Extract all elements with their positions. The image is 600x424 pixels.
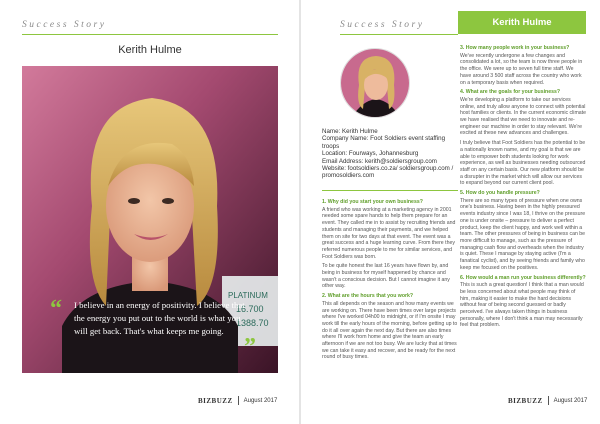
contact-name: Name: Kerith Hulme: [322, 128, 378, 135]
question-2: 2. What are the hours that you work?: [322, 293, 414, 300]
question-1: 1. Why did you start your own business?: [322, 199, 423, 205]
article-title: Kerith Hulme: [118, 44, 182, 56]
footer-separator: [238, 396, 239, 405]
circle-portrait-illustration: [341, 49, 410, 118]
footer-right: [508, 396, 587, 405]
question-4: 4. What are the goals for your business?: [460, 89, 561, 96]
open-quote-icon: “: [50, 296, 62, 322]
series-label-left: Success Story: [22, 20, 107, 30]
contact-location: Location: Fourways, Johannesburg: [322, 150, 419, 158]
footer-separator: [548, 396, 549, 405]
svg-text:PLATINUM: PLATINUM: [228, 291, 268, 300]
footer-date: August 2017: [243, 397, 278, 404]
interview-column-b: [460, 45, 586, 332]
answer-6: This is such a great question! I think that a man would be less concerned about what people may think of him, making it easier to make the hard decisions without fear of being second guessed or badly perceived. I've always taken things in business personally, where I don't think a man may necessarily feel that problem.: [460, 282, 584, 329]
contact-company: Company Name: Foot Soldiers event staffing troops: [322, 135, 446, 150]
interview-column-a: [322, 199, 458, 364]
answer-4: We're developing a platform to take our services online, and truly allow anyone to connect with potential host families or clients. In the current economic climate we have realised that we need to innovate and re-engineer our machine in order to stay relevant. We're excited at these new advances and challenges.: [460, 96, 586, 137]
close-quote-icon: ”: [244, 334, 256, 360]
answer-4b: I truly believe that Foot Soldiers has the potential to be a nationally known name, and my goal is that we are able to empower both students looking for work experience, as well as businesses needing outsourced staff on any certain basis. Our new platform should be a disrupter in the market which will allow our services to expand beyond our current client pool.: [460, 140, 586, 187]
series-label-right: Success Story: [340, 20, 425, 30]
footer-brand: BIZBUZZ: [198, 396, 233, 405]
footer-date: August 2017: [553, 397, 588, 404]
answer-1b: To be quite honest the last 16 years have flown by, and being in business for myself happened by chance and wasn't a conscious decision. But I cannot imagine it any other way.: [322, 263, 450, 290]
svg-text:16.700: 16.700: [236, 304, 264, 314]
question-3: 3. How many people work in your business?: [460, 45, 570, 51]
question-6: 6. How would a man run your business differently?: [460, 274, 586, 281]
contact-email[interactable]: Email Address: kerith@soldiersgroup.com: [322, 157, 437, 165]
page-gutter: [299, 0, 301, 424]
footer-brand: BIZBUZZ: [508, 396, 543, 405]
pull-quote: [22, 290, 278, 370]
contact-details: [322, 128, 460, 180]
circle-portrait: [340, 48, 410, 118]
answer-2: This all depends on the season and how many events we are working on. There have been times over large projects where I've worked 04h00 to midnight, or if I'm onsite I may work till the early hours of the morning, before getting up to do it all over again the next day. But there are also times where I'll work from home and give the team an early afternoon if we are not too busy. We are lucky that at times we can take it easy and recover, and be ready for the next round of busy times.: [322, 300, 458, 361]
section-rule: [322, 190, 458, 191]
question-5: 5. How do you handle pressure?: [460, 190, 540, 197]
footer-left: [198, 396, 277, 405]
pull-quote-text: I believe in an energy of positivity. I believe that the energy you put out to the world is what you will get back. That's what keeps me going.: [74, 300, 245, 336]
header-rule-left: [22, 34, 278, 35]
contact-website[interactable]: Website: footsoldiers.co.za/ soldiersgroup.com / promosoldiers.com: [322, 165, 454, 180]
answer-3: We've recently undergone a few changes and consolidated a lot, so the team is now three people in the office. We were up to seven full time staff. We have around 3 500 staff across the country who work on a temporary basis when required.: [460, 52, 583, 86]
svg-text:1388.70: 1388.70: [236, 318, 269, 328]
answer-1: A friend who was working at a marketing agency in 2001 needed some spare hands to help them prepare for an event. They called me in to assist by recruiting friends and students and managing their payments, and we helped them on site for two days at that event. The event was a great success and a huge learning curve. From there they referred numerous people to me for similar services, and Foot Soldiers was born.: [322, 206, 456, 260]
header-rule-right: [340, 34, 458, 35]
name-tab: Kerith Hulme: [458, 11, 586, 34]
answer-5: There are so many types of pressure when one owns one's business. Having been in the highly pressured events industry since I was 18, I thrive on the pressure one is under onsite – pressure to deliver a perfect product, keep the client happy, and work well within a team. The other pressures of being in business can be more difficult to manage, such as the pressure of managing cash flow and overheads when the industry is quiet. These I manage by staying active (I'm a fanatical cyclist), and by seeing friends and family who keep me focused on the positives.: [460, 197, 586, 271]
